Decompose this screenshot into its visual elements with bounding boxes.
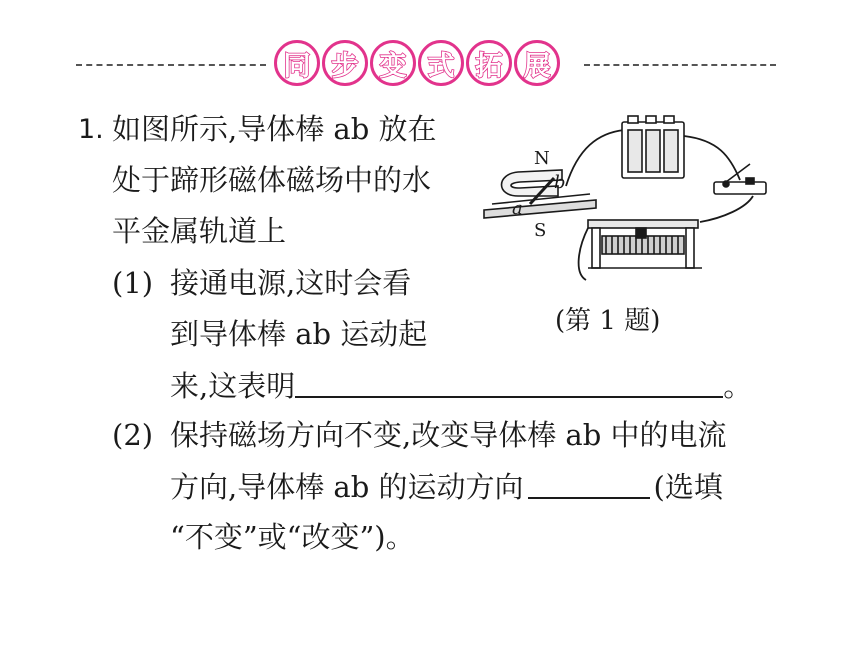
pole-n-label: N xyxy=(534,148,550,169)
figure-caption: (第 1 题) xyxy=(555,306,661,336)
answer-blank-1[interactable] xyxy=(295,368,723,398)
magnet-and-rails xyxy=(484,170,596,218)
question-number: 1. xyxy=(78,114,104,145)
intro-line: 处于蹄形磁体磁场中的水 xyxy=(112,163,432,197)
intro-line: 如图所示,导体棒 ab 放在 xyxy=(112,112,437,146)
rheostat-icon xyxy=(588,220,702,268)
dashed-rule-right xyxy=(584,64,776,66)
dashed-rule-left xyxy=(76,64,266,66)
title-badge: 拓 xyxy=(466,40,512,86)
part2-answer-line xyxy=(170,469,723,504)
answer-blank-2[interactable] xyxy=(528,469,650,499)
title-badge: 步 xyxy=(322,40,368,86)
section-title xyxy=(274,40,560,86)
title-badge: 式 xyxy=(418,40,464,86)
battery-icon xyxy=(622,116,684,178)
circuit-figure xyxy=(478,108,778,294)
title-badge: 变 xyxy=(370,40,416,86)
wire-switch-to-rheostat xyxy=(700,196,753,222)
part2-line: 保持磁场方向不变,改变导体棒 ab 中的电流 xyxy=(170,418,727,452)
section-banner xyxy=(0,38,860,90)
part2-label: (2) xyxy=(112,418,154,452)
part1-line: 到导体棒 ab 运动起 xyxy=(170,317,428,351)
title-badge: 同 xyxy=(274,40,320,86)
point-b-label: b xyxy=(554,172,566,193)
wire-battery-to-switch xyxy=(684,136,740,180)
pole-s-label: S xyxy=(534,220,547,241)
point-a-label: a xyxy=(512,198,523,219)
wire-rail-to-rheostat xyxy=(579,228,588,280)
part2-text-after: (选填 xyxy=(653,470,723,504)
title-badge: 展 xyxy=(514,40,560,86)
intro-line: 平金属轨道上 xyxy=(112,214,287,248)
part1-last-text: 来,这表明 xyxy=(170,369,296,403)
part1-label: (1) xyxy=(112,266,154,300)
wire-battery-to-b xyxy=(566,130,624,186)
part2-line: “不变”或“改变”)。 xyxy=(170,520,415,554)
part2-text-before: 方向,导体棒 ab 的运动方向 xyxy=(170,470,524,504)
part1-answer-line xyxy=(170,368,752,403)
part1-line: 接通电源,这时会看 xyxy=(170,266,412,300)
part1-end-mark: 。 xyxy=(723,369,753,403)
